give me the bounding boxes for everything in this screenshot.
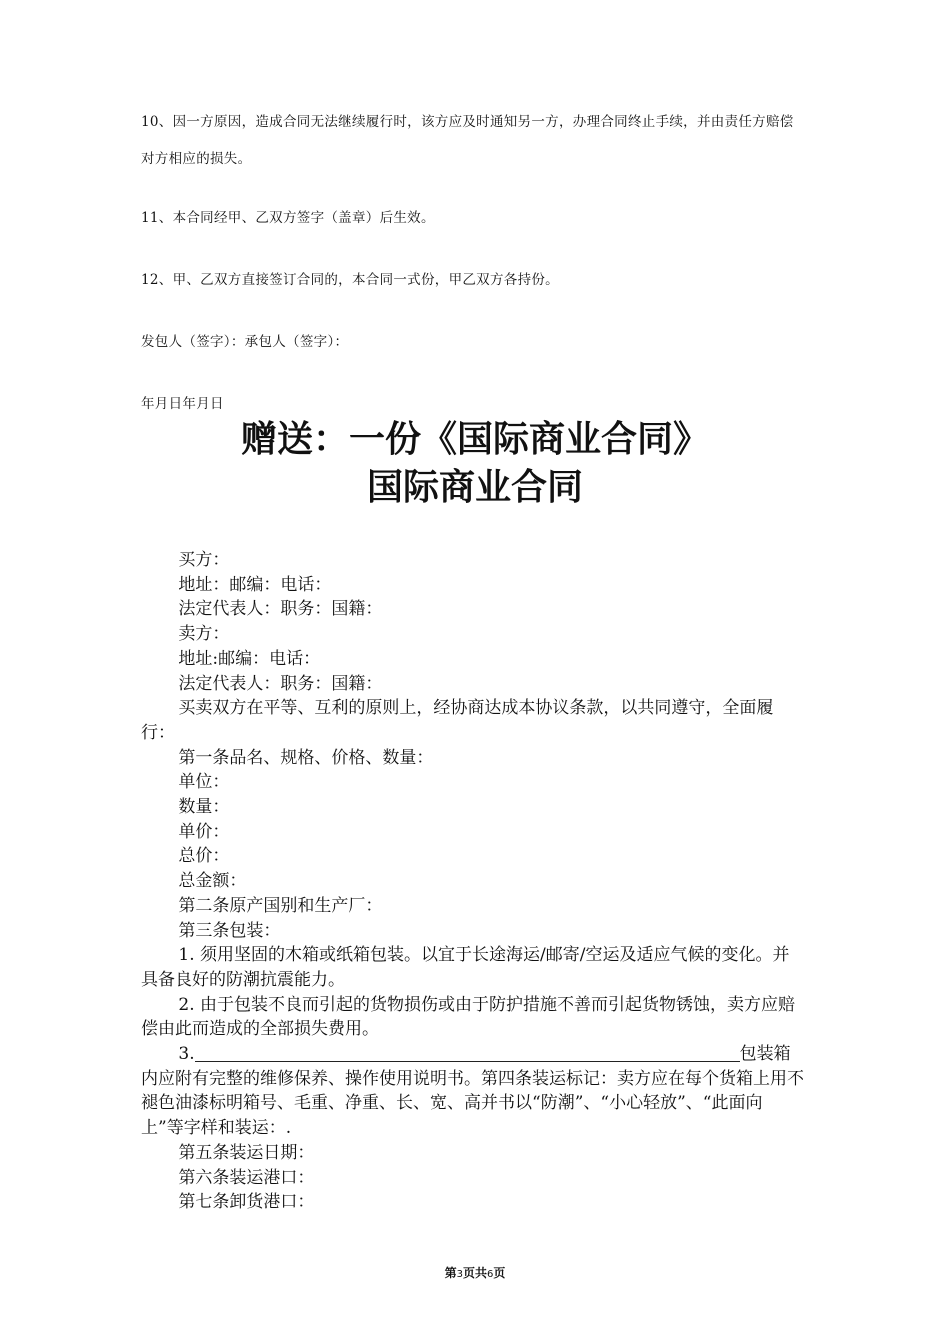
article-6-heading: 第六条装运港口：	[178, 1167, 315, 1188]
fill-in-blank	[195, 1044, 740, 1062]
article-2-heading: 第二条原产国别和生产厂：	[178, 895, 383, 916]
quantity-line: 数量：	[178, 797, 230, 818]
footer-suffix: 页	[493, 1266, 506, 1280]
gift-title: 赠送：一份《国际商业合同》	[240, 419, 709, 460]
signature-line: 发包人（签字）：承包人（签字）：	[141, 334, 349, 350]
page-footer	[0, 1264, 950, 1281]
seller-address-line: 地址:邮编：电话：	[178, 648, 321, 669]
footer-prefix: 第	[444, 1266, 457, 1280]
buyer-line: 买方：	[178, 550, 230, 570]
clause-11: 11、本合同经甲、乙双方签字（盖章）后生效。	[141, 210, 435, 226]
footer-total-pages: 6	[487, 1269, 494, 1280]
unit-price-line: 单价：	[178, 821, 230, 842]
buyer-representative-line: 法定代表人：职务：国籍：	[178, 599, 383, 620]
packing-item-2: 2. 由于包装不良而引起的货物损伤或由于防护措施不善而引起货物锈蚀，卖方应赔偿由此而造成的全部损失费用。	[141, 994, 796, 1040]
total-price-line: 总价：	[178, 846, 230, 867]
buyer-address-line: 地址：邮编：电话：	[178, 574, 332, 595]
article-5-heading: 第五条装运日期：	[178, 1142, 315, 1163]
contract-body	[141, 548, 805, 1215]
preamble-paragraph: 买卖双方在平等、互利的原则上，经协商达成本协议条款，以共同遵守，全面履行：	[141, 698, 774, 743]
article-3-heading: 第三条包装：	[178, 920, 281, 941]
total-amount-line: 总金额：	[178, 871, 247, 892]
packing-item-3	[141, 1042, 805, 1141]
seller-representative-line: 法定代表人：职务：国籍：	[178, 673, 383, 694]
unit-line: 单位：	[178, 772, 230, 793]
contract-title: 国际商业合同	[366, 467, 583, 508]
clause-10: 10、因一方原因，造成合同无法继续履行时，该方应及时通知另一方，办理合同终止手续，并由责任方赔偿对方相应的损失。	[141, 114, 794, 167]
footer-middle: 页共	[462, 1266, 487, 1280]
clause-12: 12、甲、乙双方直接签订合同的，本合同一式份，甲乙双方各持份。	[141, 272, 559, 288]
footer-current-page: 3	[456, 1269, 463, 1280]
packing-item-3-text: 包装箱内应附有完整的维修保养、操作使用说明书。第四条装运标记：卖方应在每个货箱上用不褪色油漆标明箱号、毛重、净重、长、宽、高并书以“防潮”、“小心轻放”、“此面向上”等字样和装运：.	[141, 1044, 804, 1139]
packing-item-3-number: 3.	[178, 1044, 195, 1065]
seller-line: 卖方：	[178, 624, 230, 645]
article-7-heading: 第七条卸货港口：	[178, 1192, 315, 1213]
packing-item-1: 1. 须用坚固的木箱或纸箱包装。以宜于长途海运/邮寄/空运及适应气候的变化。并具备良好的防潮抗震能力。	[141, 945, 790, 990]
date-line: 年月日年月日	[141, 396, 224, 412]
article-1-heading: 第一条品名、规格、价格、数量：	[178, 747, 434, 768]
